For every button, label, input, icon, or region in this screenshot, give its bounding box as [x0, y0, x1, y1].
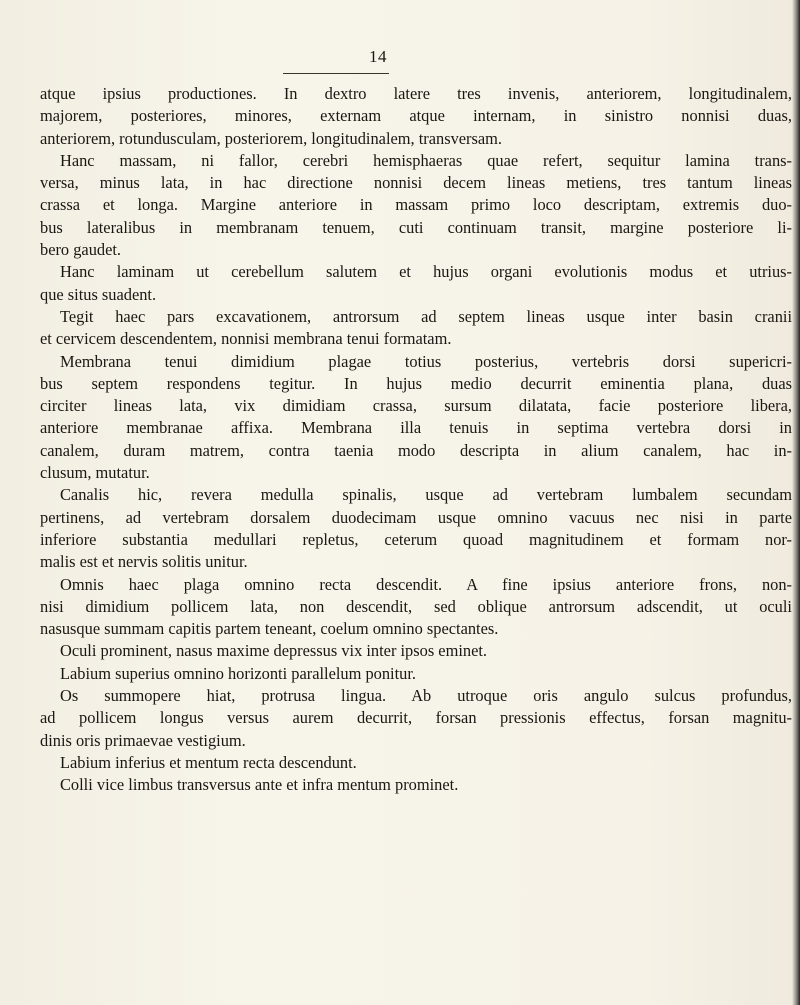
text-line: ad pollicem longus versus aurem decurrit, forsan pressionis effectus, forsan magnitu-	[40, 708, 792, 728]
header-rule	[283, 73, 389, 74]
text-line: nasusque summam capitis partem teneant, coelum omnino spectantes.	[40, 619, 499, 639]
text-line: anteriorem, rotundusculam, posteriorem, longitudinalem, transversam.	[40, 128, 503, 148]
text-line: Os summopere hiat, protrusa lingua. Ab utroque oris angulo sulcus profundus,	[60, 686, 792, 706]
text-line: nisi dimidium pollicem lata, non descendit, sed oblique antrorsum adscendit, ut oculi	[40, 596, 792, 616]
text-line: Tegit haec pars excavationem, antrorsum ad septem lineas usque inter basin cranii	[60, 306, 792, 326]
text-line: crassa et longa. Margine anteriore in massam primo loco descriptam, extremis duo-	[40, 195, 792, 215]
text-line: malis est et nervis solitis unitur.	[40, 552, 248, 572]
text-line: et cervicem descendentem, nonnisi membrana tenui formatam.	[40, 329, 452, 349]
text-line: Canalis hic, revera medulla spinalis, usque ad vertebram lumbalem secundam	[60, 485, 792, 505]
text-line: atque ipsius productiones. In dextro latere tres invenis, anteriorem, longitudinalem,	[40, 84, 792, 103]
text-line: que situs suadent.	[40, 284, 157, 304]
text-line: Omnis haec plaga omnino recta descendit. A fine ipsius anteriore frons, non-	[60, 574, 792, 594]
text-line: pertinens, ad vertebram dorsalem duodecimam usque omnino vacuus nec nisi in parte	[40, 507, 792, 527]
text-line: bero gaudet.	[40, 240, 122, 260]
page-number: 14	[369, 47, 387, 66]
text-line: majorem, posteriores, minores, externam atque internam, in sinistro nonnisi duas,	[40, 106, 792, 126]
body-text	[40, 83, 792, 797]
text-line: bus septem respondens tegitur. In hujus medio decurrit eminentia plana, duas	[40, 373, 792, 393]
page-edge-shadow	[792, 0, 800, 1005]
text-line: Labium superius omnino horizonti parallelum ponitur.	[60, 663, 416, 683]
text-line: circiter lineas lata, vix dimidiam crassa, sursum dilatata, facie posteriore libera,	[40, 396, 792, 416]
text-line: Labium inferius et mentum recta descendunt.	[60, 752, 357, 772]
text-line: clusum, mutatur.	[40, 463, 150, 483]
text-line: Membrana tenui dimidium plagae totius posterius, vertebris dorsi supericri-	[60, 351, 792, 371]
text-line: Hanc laminam ut cerebellum salutem et hujus organi evolutionis modus et utrius-	[60, 262, 792, 282]
text-line: bus lateralibus in membranam tenuem, cuti continuam transit, margine posteriore li-	[40, 217, 792, 237]
text-line: Colli vice limbus transversus ante et infra mentum prominet.	[60, 775, 459, 795]
text-line: inferiore substantia medullari repletus, ceterum quoad magnitudinem et formam nor-	[40, 529, 792, 549]
text-line: Oculi prominent, nasus maxime depressus vix inter ipsos eminet.	[60, 641, 487, 661]
text-line: dinis oris primaevae vestigium.	[40, 730, 246, 750]
text-line: anteriore membranae affixa. Membrana illa tenuis in septima vertebra dorsi in	[40, 418, 792, 438]
text-line: canalem, duram matrem, contra taenia modo descripta in alium canalem, hac in-	[40, 440, 792, 460]
text-line: Hanc massam, ni fallor, cerebri hemisphaeras quae refert, sequitur lamina trans-	[60, 150, 792, 170]
text-line: versa, minus lata, in hac directione nonnisi decem lineas metiens, tres tantum lineas	[40, 173, 792, 193]
